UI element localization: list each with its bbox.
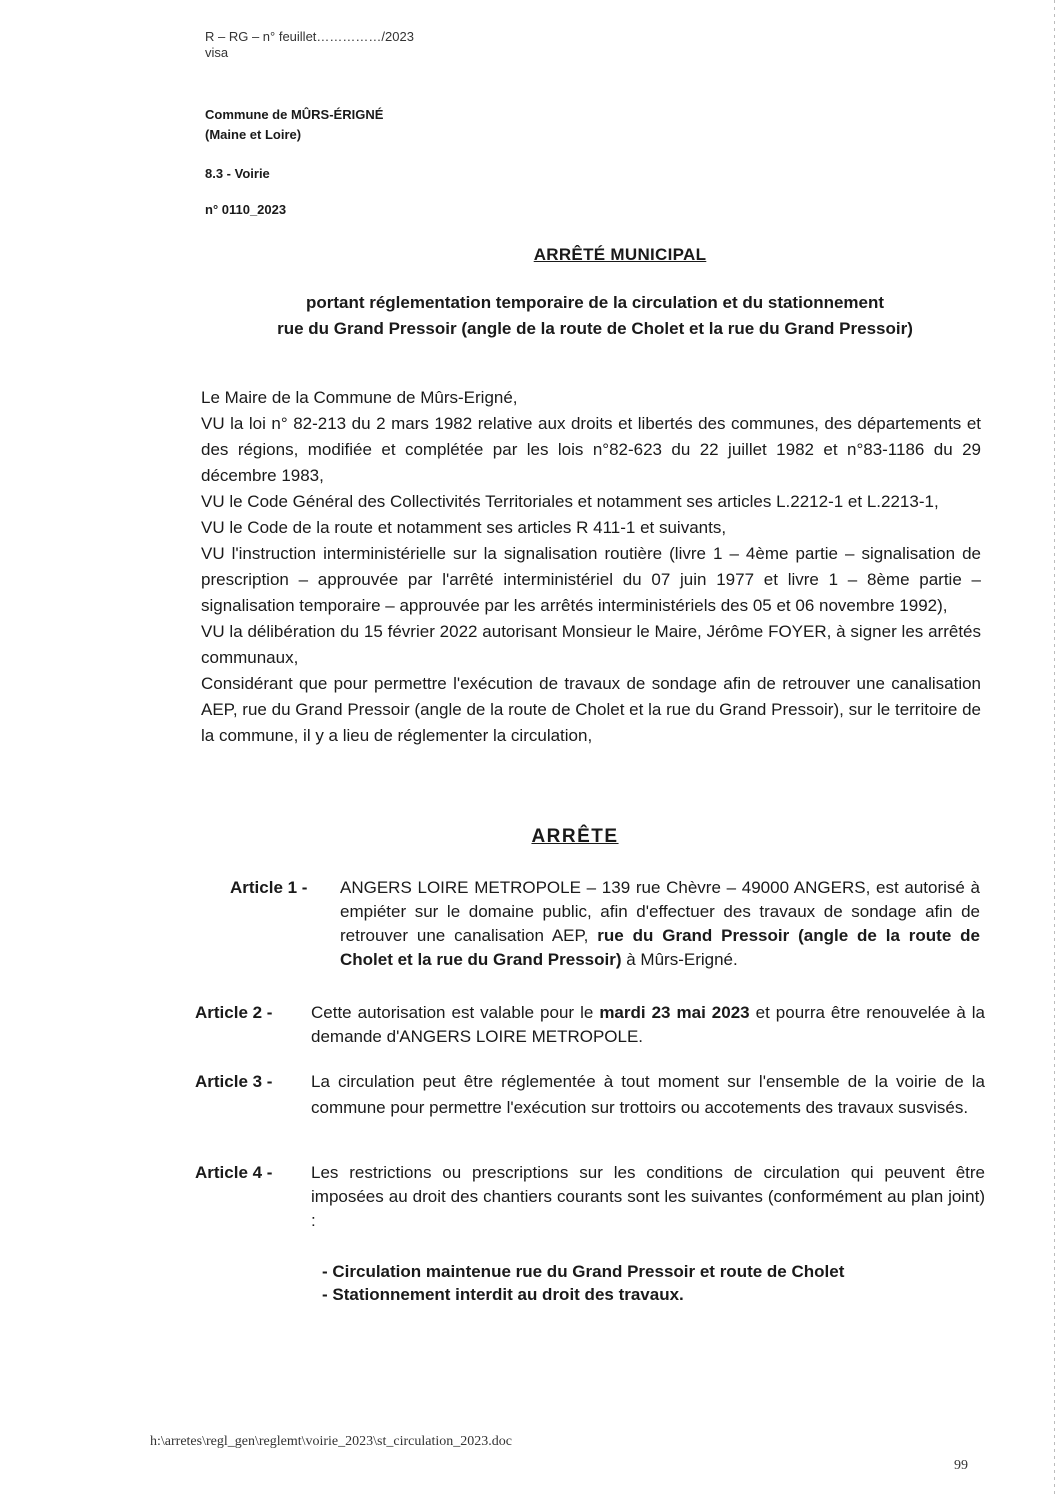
article-2 bbox=[195, 1001, 985, 1049]
preamble-loi-1982: VU la loi n° 82-213 du 2 mars 1982 relative aux droits et libertés des communes, des départements et des régions, modifiée et complétée par les lois n°82-623 du 22 juillet 1982 et n°83-1186 du 29 décembre 1983, bbox=[201, 414, 981, 485]
article-1 bbox=[230, 876, 980, 972]
subtitle bbox=[210, 290, 980, 342]
article-text: La circulation peut être réglementée à tout moment sur l'ensemble de la voirie de la commune pour permettre l'exécution sur trottoirs ou accotements des travaux susvisés. bbox=[311, 1072, 985, 1117]
preamble-maire: Le Maire de la Commune de Mûrs-Erigné, bbox=[201, 388, 518, 407]
page-title-wrap bbox=[0, 245, 1059, 265]
restriction-item: - Stationnement interdit au droit des travaux. bbox=[322, 1285, 684, 1304]
article-4 bbox=[195, 1161, 985, 1233]
subtitle-line-1: portant réglementation temporaire de la circulation et du stationnement bbox=[305, 293, 885, 312]
subtitle-line-2: rue du Grand Pressoir (angle de la route de Cholet et la rue du Grand Pressoir) bbox=[277, 319, 913, 338]
preamble-deliberation: VU la délibération du 15 février 2022 autorisant Monsieur le Maire, Jérôme FOYER, à signer les arrêtés communaux, bbox=[201, 622, 981, 667]
commune-name: Commune de MÛRS-ÉRIGNÉ bbox=[205, 107, 384, 122]
arrete-heading-wrap bbox=[0, 826, 1059, 848]
restriction-item: - Circulation maintenue rue du Grand Pressoir et route de Cholet bbox=[322, 1262, 845, 1281]
restriction-list bbox=[322, 1260, 844, 1306]
article-3 bbox=[195, 1069, 985, 1121]
article-text: Les restrictions ou prescriptions sur les conditions de circulation qui peuvent être imposées au droit des chantiers courants sont les suivantes (conformément au plan joint) : bbox=[311, 1163, 985, 1230]
preamble-considerant: Considérant que pour permettre l'exécution de travaux de sondage afin de retrouver une canalisation AEP, rue du Grand Pressoir (angle de la route de Cholet et la rue du Grand Pressoir), sur le territoire de la commune, il y a lieu de réglementer la circulation, bbox=[201, 674, 981, 745]
preamble bbox=[201, 385, 981, 749]
article-label: Article 1 - bbox=[230, 878, 308, 897]
article-label: Article 4 - bbox=[195, 1163, 273, 1182]
reference-line: R – RG – n° feuillet……………/2023 bbox=[205, 29, 414, 44]
article-label: Article 2 - bbox=[195, 1003, 273, 1022]
preamble-cgct: VU le Code Général des Collectivités Territoriales et notamment ses articles L.2212-1 et L.2213-1, bbox=[201, 492, 939, 511]
article-text: ANGERS LOIRE METROPOLE – 139 rue Chèvre – 49000 ANGERS, est autorisé à empiéter sur le domaine public, afin d'effectuer des travaux de sondage afin de retrouver une canalisation AEP, rue du Grand Pressoir (angle de la route de Cholet et la rue du Grand Pressoir) à Mûrs-Erigné. bbox=[340, 878, 980, 969]
page-number: 99 bbox=[954, 1458, 968, 1473]
article-label: Article 3 - bbox=[195, 1072, 273, 1091]
scan-edge-line bbox=[1054, 0, 1055, 1497]
preamble-code-route: VU le Code de la route et notamment ses articles R 411-1 et suivants, bbox=[201, 518, 727, 537]
preamble-instruction: VU l'instruction interministérielle sur la signalisation routière (livre 1 – 4ème partie – signalisation de prescription – approuvée par l'arrêté interministériel du 07 juin 1977 et livre 1 – 8ème partie – signalisation temporaire – approuvée par les arrêtés interministériels des 05 et 06 novembre 1992), bbox=[201, 544, 981, 615]
file-path: h:\arretes\regl_gen\reglemt\voirie_2023\st_circulation_2023.doc bbox=[150, 1434, 512, 1449]
visa-label: visa bbox=[205, 45, 229, 60]
article-text: Cette autorisation est valable pour le mardi 23 mai 2023 et pourra être renouvelée à la demande d'ANGERS LOIRE METROPOLE. bbox=[311, 1003, 986, 1046]
page-title: ARRÊTÉ MUNICIPAL bbox=[533, 245, 707, 264]
category: 8.3 - Voirie bbox=[205, 166, 270, 181]
departement: (Maine et Loire) bbox=[205, 127, 302, 142]
arrete-heading: ARRÊTE bbox=[531, 826, 619, 847]
arrete-number: n° 0110_2023 bbox=[205, 202, 287, 217]
